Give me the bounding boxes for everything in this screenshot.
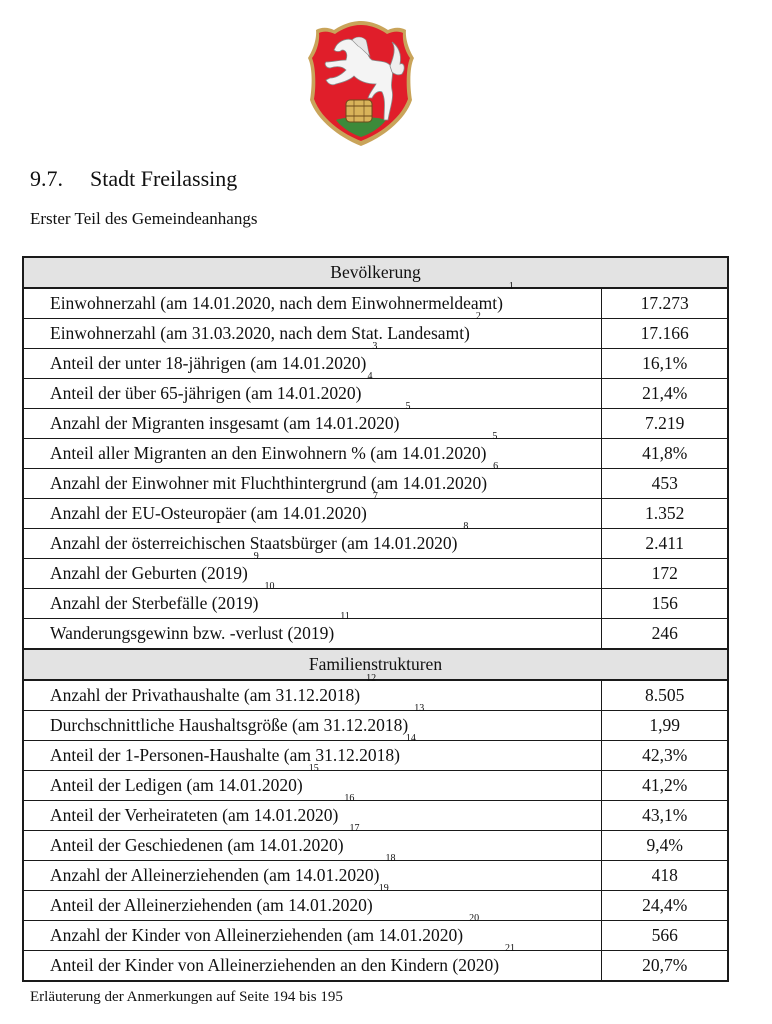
- section-title: Familienstrukturen: [23, 649, 728, 680]
- row-value: 156: [602, 589, 728, 619]
- table-row: [23, 861, 728, 891]
- statistics-table: [22, 256, 729, 982]
- coat-of-arms-icon: [306, 18, 416, 148]
- row-label-cell: [23, 763, 602, 801]
- row-label-cell: [23, 491, 602, 529]
- row-value: 17.273: [602, 288, 728, 319]
- row-label-cell: [23, 853, 602, 891]
- footnote-reference: 9: [253, 551, 259, 562]
- section-heading: [30, 165, 237, 193]
- row-value: 7.219: [602, 409, 728, 439]
- table-row: [23, 680, 728, 711]
- section-title: Bevölkerung: [23, 257, 728, 288]
- row-label-cell: [23, 703, 602, 741]
- table-row: [23, 891, 728, 921]
- table-row: [23, 379, 728, 409]
- row-value: 17.166: [602, 319, 728, 349]
- row-label: Anteil der über 65-jährigen (am 14.01.2020): [50, 383, 362, 403]
- footnote-reference: 6: [493, 461, 499, 472]
- row-value: 566: [602, 921, 728, 951]
- row-value: 20,7%: [602, 951, 728, 982]
- table-row: [23, 619, 728, 650]
- row-value: 43,1%: [602, 801, 728, 831]
- footnote-reference: 7: [372, 491, 378, 502]
- row-label: Wanderungsgewinn bzw. -verlust (2019): [50, 623, 335, 643]
- footnote-reference: 18: [385, 853, 396, 864]
- row-label: Anteil der unter 18-jährigen (am 14.01.2020): [50, 353, 367, 373]
- table-row: [23, 409, 728, 439]
- section-number: 9.7.: [30, 166, 63, 191]
- row-label: Anteil der Geschiedenen (am 14.01.2020): [50, 835, 344, 855]
- table-row: [23, 288, 728, 319]
- footnote-reference: 19: [378, 883, 389, 894]
- row-label: Einwohnerzahl (am 14.01.2020, nach dem Einwohnermeldeamt): [50, 293, 503, 313]
- table-row: [23, 951, 728, 982]
- row-label-cell: [23, 461, 602, 499]
- table-row: [23, 831, 728, 861]
- row-label: Durchschnittliche Haushaltsgröße (am 31.12.2018): [50, 715, 409, 735]
- row-label: Anzahl der Privathaushalte (am 31.12.2018): [50, 685, 361, 705]
- row-label-cell: [23, 611, 602, 650]
- footnote-reference: 16: [344, 793, 355, 804]
- row-value: 42,3%: [602, 741, 728, 771]
- footnote-reference: 5: [492, 431, 498, 442]
- footnote-reference: 15: [308, 763, 319, 774]
- row-value: 41,2%: [602, 771, 728, 801]
- row-label: Anzahl der EU-Osteuropäer (am 14.01.2020): [50, 503, 367, 523]
- footnote-reference: 1: [508, 281, 514, 292]
- footnote-reference: 3: [372, 341, 378, 352]
- table-row: [23, 801, 728, 831]
- row-label-cell: [23, 341, 602, 379]
- footnote-reference: 20: [469, 913, 480, 924]
- row-label: Anteil der Kinder von Alleinerziehenden an den Kindern (2020): [50, 955, 500, 975]
- row-label: Einwohnerzahl (am 31.03.2020, nach dem Stat. Landesamt): [50, 323, 470, 343]
- page-subtitle: Erster Teil des Gemeindeanhangs: [30, 209, 258, 228]
- row-value: 41,8%: [602, 439, 728, 469]
- row-label-cell: [23, 521, 602, 559]
- row-value: 16,1%: [602, 349, 728, 379]
- row-label-cell: [23, 913, 602, 951]
- table-row: [23, 921, 728, 951]
- footnote-reference: 2: [475, 311, 481, 322]
- row-label: Anzahl der Alleinerziehenden (am 14.01.2020): [50, 865, 380, 885]
- row-label: Anteil der Ledigen (am 14.01.2020): [50, 775, 303, 795]
- row-label-cell: [23, 883, 602, 921]
- table-row: [23, 559, 728, 589]
- footnote-reference: 11: [340, 611, 350, 622]
- row-value: 453: [602, 469, 728, 499]
- footnote-reference: 21: [505, 943, 516, 954]
- row-label-cell: [23, 551, 602, 589]
- row-value: 418: [602, 861, 728, 891]
- row-label-cell: [23, 281, 602, 319]
- row-label: Anteil der Alleinerziehenden (am 14.01.2020): [50, 895, 373, 915]
- row-label-cell: [23, 581, 602, 619]
- row-label-cell: [23, 823, 602, 861]
- row-label-cell: [23, 371, 602, 409]
- row-label: Anzahl der Einwohner mit Fluchthintergrund (am 14.01.2020): [50, 473, 488, 493]
- row-label-cell: [23, 793, 602, 831]
- row-value: 9,4%: [602, 831, 728, 861]
- row-value: 246: [602, 619, 728, 650]
- row-label: Anteil aller Migranten an den Einwohnern % (am 14.01.2020): [50, 443, 487, 463]
- table-row: [23, 589, 728, 619]
- table-row: [23, 529, 728, 559]
- footnote-reference: 14: [405, 733, 416, 744]
- footnote-reference: 5: [405, 401, 411, 412]
- table-row: [23, 439, 728, 469]
- row-value: 8.505: [602, 680, 728, 711]
- table-row: [23, 711, 728, 741]
- table-row: [23, 499, 728, 529]
- row-label-cell: [23, 311, 602, 349]
- row-label-cell: [23, 401, 602, 439]
- row-label: Anteil der 1-Personen-Haushalte (am 31.12.2018): [50, 745, 400, 765]
- row-value: 1,99: [602, 711, 728, 741]
- row-value: 2.411: [602, 529, 728, 559]
- footnote: Erläuterung der Anmerkungen auf Seite 194 bis 195: [30, 989, 343, 1005]
- row-label: Anzahl der Sterbefälle (2019): [50, 593, 259, 613]
- row-label: Anzahl der Kinder von Alleinerziehenden (am 14.01.2020): [50, 925, 464, 945]
- footnote-reference: 13: [414, 703, 425, 714]
- footnote-reference: 17: [349, 823, 360, 834]
- row-value: 1.352: [602, 499, 728, 529]
- footnote-reference: 8: [463, 521, 469, 532]
- row-value: 24,4%: [602, 891, 728, 921]
- table-row: [23, 741, 728, 771]
- footnote-reference: 12: [366, 673, 377, 684]
- row-label-cell: [23, 943, 602, 982]
- row-label: Anzahl der Migranten insgesamt (am 14.01.2020): [50, 413, 400, 433]
- footnote-reference: 10: [264, 581, 275, 592]
- page-title: Stadt Freilassing: [90, 166, 238, 191]
- row-label: Anzahl der Geburten (2019): [50, 563, 248, 583]
- table-row: [23, 771, 728, 801]
- row-label-cell: [23, 431, 602, 469]
- table-row: [23, 349, 728, 379]
- footnote-reference: 4: [367, 371, 373, 382]
- row-label: Anzahl der österreichischen Staatsbürger (am 14.01.2020): [50, 533, 458, 553]
- row-value: 21,4%: [602, 379, 728, 409]
- row-label: Anteil der Verheirateten (am 14.01.2020): [50, 805, 339, 825]
- row-label-cell: [23, 673, 602, 711]
- section-header-row: [23, 257, 728, 288]
- row-value: 172: [602, 559, 728, 589]
